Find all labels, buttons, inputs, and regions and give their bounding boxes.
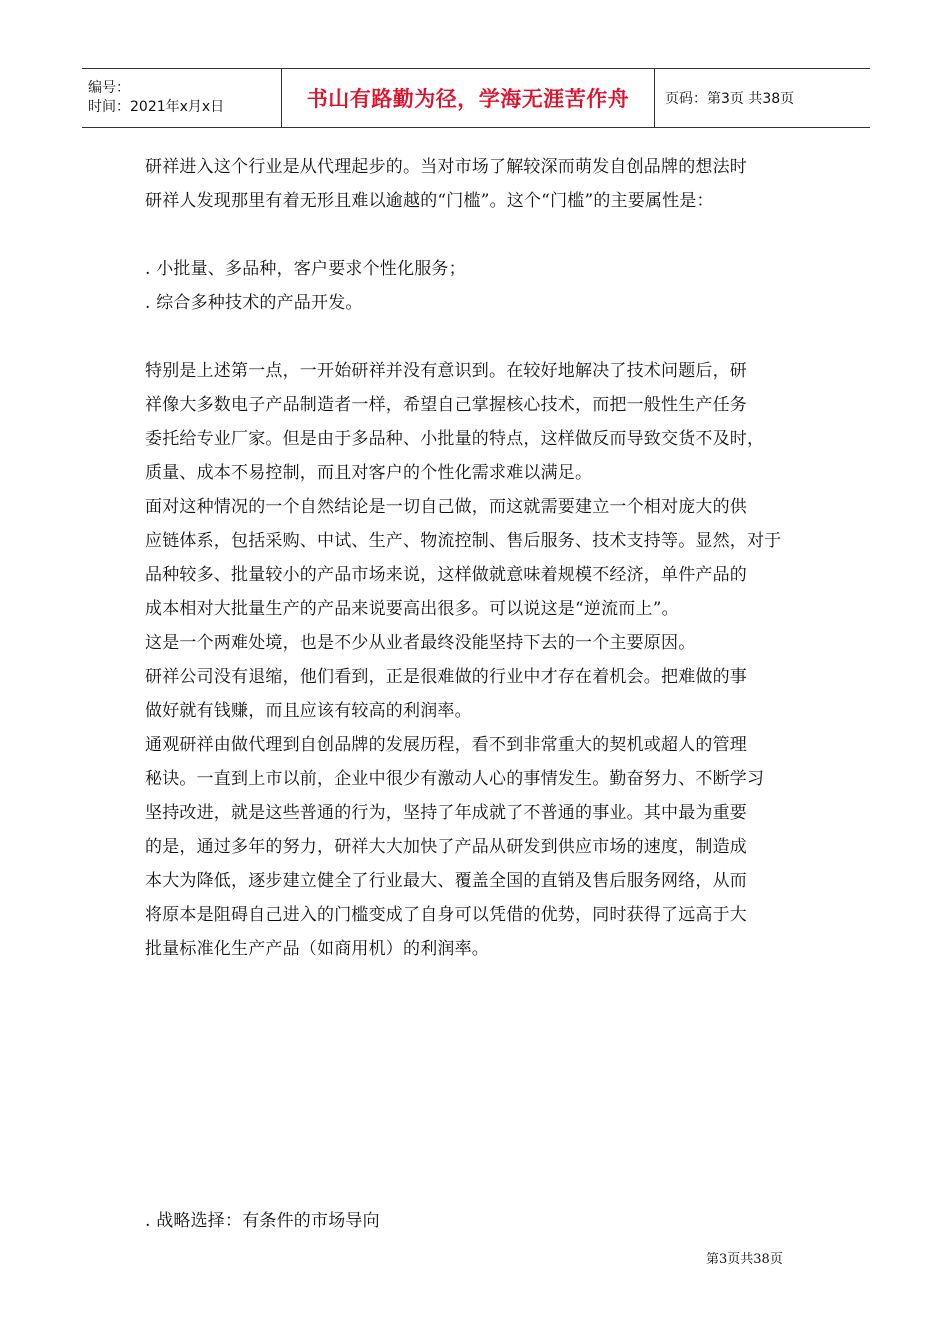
text-line: 做好就有钱赚，而且应该有较高的利润率。 [145, 701, 472, 721]
paragraph-gap [145, 1136, 810, 1170]
text-line: 质量、成本不易控制，而且对客户的个性化需求难以满足。 [145, 463, 593, 483]
text-line: 应链体系，包括采购、中试、生产、物流控制、售后服务、技术支持等。显然，对于 [145, 531, 782, 551]
text-line: 批量标准化生产产品（如商用机）的利润率。 [145, 939, 489, 959]
header-motto: 书山有路勤为径，学海无涯苦作舟 [306, 87, 630, 111]
text-line: 研祥进入这个行业是从代理起步的。当对市场了解较深而萌发自创品牌的想法时 [145, 157, 747, 177]
header-motto-cell [282, 69, 655, 127]
text-line: 品种较多、批量较小的产品市场来说，这样做就意味着规模不经济，单件产品的 [145, 565, 747, 585]
text-line: 研祥人发现那里有着无形且难以逾越的“门槛”。这个“门槛”的主要属性是： [145, 191, 714, 211]
text-line: 祥像大多数电子产品制造者一样，希望自己掌握核心技术，而把一般性生产任务 [145, 395, 747, 415]
paragraph-gap [145, 1034, 810, 1068]
text-line: 成本相对大批量生产的产品来说要高出很多。可以说这是“逆流而上”。 [145, 599, 679, 619]
text-line: 这是一个两难处境，也是不少从业者最终没能坚持下去的一个主要原因。 [145, 633, 696, 653]
document-body [145, 150, 810, 1238]
time-label: 时间：2021年x月x日 [88, 99, 225, 115]
text-line: 委托给专业厂家。但是由于多品种、小批量的特点，这样做反而导致交货不及时， [145, 429, 765, 449]
header-page-info: 页码：第3页 共38页 [665, 91, 795, 107]
text-line: 的是，通过多年的努力，研祥大大加快了产品从研发到供应市场的速度，制造成 [145, 837, 747, 857]
text-line [145, 1000, 810, 1034]
code-label: 编号： [88, 80, 130, 96]
paragraph-gap [145, 1170, 810, 1204]
text-line: 通观研祥由做代理到自创品牌的发展历程，看不到非常重大的契机或超人的管理 [145, 735, 747, 755]
text-line: 本大为降低，逐步建立健全了行业最大、覆盖全国的直销及售后服务网络，从而 [145, 871, 747, 891]
page-header [82, 68, 870, 128]
paragraph-gap [145, 1102, 810, 1136]
bullet-item: . 综合多种技术的产品开发。 [145, 293, 363, 313]
text-line [145, 966, 810, 1000]
bullet-item: . 小批量、多品种，客户要求个性化服务； [145, 259, 466, 279]
paragraph-gap [145, 320, 810, 354]
text-line: 秘诀。一直到上市以前，企业中很少有激动人心的事情发生。勤奋努力、不断学习 [145, 769, 765, 789]
section-bullet: . 战略选择：有条件的市场导向 [145, 1211, 380, 1231]
text-line: 坚持改进，就是这些普通的行为，坚持了年成就了不普通的事业。其中最为重要 [145, 803, 747, 823]
footer-page-number: 第3页共38页 [706, 1252, 783, 1267]
text-line: 面对这种情况的一个自然结论是一切自己做，而这就需要建立一个相对庞大的供 [145, 497, 747, 517]
paragraph-gap [145, 1068, 810, 1102]
header-meta [82, 69, 282, 127]
text-line: 将原本是阻碍自己进入的门槛变成了自身可以凭借的优势，同时获得了远高于大 [145, 905, 747, 925]
text-line: 研祥公司没有退缩，他们看到，正是很难做的行业中才存在着机会。把难做的事 [145, 667, 747, 687]
text-line: 特别是上述第一点，一开始研祥并没有意识到。在较好地解决了技术问题后，研 [145, 361, 747, 381]
paragraph-gap [145, 218, 810, 252]
